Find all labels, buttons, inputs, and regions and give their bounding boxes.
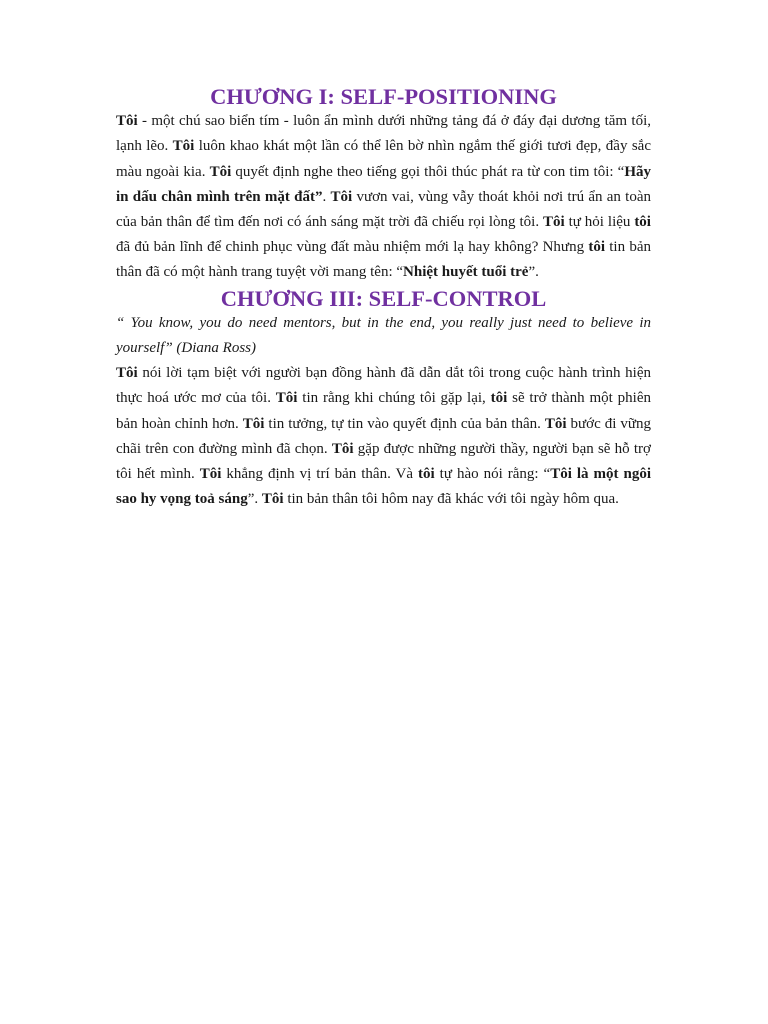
bold-text: Tôi [209,163,232,180]
text-run: khẳng định vị trí bản thân. Và [221,466,419,483]
bold-text: Tôi [199,466,222,483]
bold-text: tôi [418,466,435,483]
chapter-3-quote: “ You know, you do need mentors, but in the end, you really just need to believe in yourself” (Diana Ross) [116,314,651,357]
bold-text: Tôi là một ngôi sao hy vọng toả sáng [116,466,652,508]
text-run: bước đi vững chãi trên con đường mình đã chọn. [116,415,651,457]
bold-text: Tôi [544,415,567,432]
text-run: tin tưởng, tự tin vào quyết định của bản thân. [264,415,545,432]
chapter-3-paragraph [116,361,651,512]
text-run: đã đủ bản lĩnh để chinh phục vùng đất màu nhiệm mới lạ hay không? Nhưng [116,239,589,256]
bold-text: Tôi [172,138,195,155]
text-run: tự hào nói rằng: “ [434,466,551,483]
bold-text: Tôi [542,214,565,231]
bold-text: tôi [588,239,605,256]
text-run: gặp được những người thầy, người bạn sẽ hỗ trợ tôi hết mình. [116,440,651,483]
text-run: tin rằng khi chúng tôi gặp lại, [297,390,491,407]
chapter-3-heading: CHƯƠNG III: SELF-CONTROL [220,285,547,311]
bold-text: Nhiệt huyết tuổi trẻ [403,264,529,281]
text-run: vươn vai, vùng vẫy thoát khỏi nơi trú ẩn an toàn của bản thân để tìm đến nơi có ánh sáng mặt trời đã chiếu rọi lòng tôi. [116,188,652,231]
text-run: . [322,188,331,205]
text-run: sẽ trở thành một phiên bản hoàn chỉnh hơn. [116,390,651,432]
bold-text: Tôi [261,491,284,508]
text-run: quyết định nghe theo tiếng gọi thôi thúc phát ra từ con tim tôi: “ [231,163,625,180]
bold-text: Tôi [242,415,265,432]
text-run: ”. [247,491,262,508]
bold-text: tôi [490,390,508,407]
chapter-1-heading: CHƯƠNG I: SELF-POSITIONING [210,84,557,109]
bold-text: Tôi [116,365,138,382]
bold-text: Tôi [331,440,354,457]
text-run: tự hỏi liệu [564,214,635,231]
text-run: ”. [528,264,539,281]
bold-text: Tôi [275,390,298,407]
chapter-1-paragraph [116,109,651,285]
text-run: - một chú sao biển tím - luôn ẩn mình dưới những tảng đá ở đáy đại dương tăm tối, lạnh lẽo. [116,113,651,155]
bold-text: Tôi [116,113,138,130]
text-run: luôn khao khát một lần có thể lên bờ nhìn ngắm thế giới tươi đẹp, đầy sắc màu ngoài kia. [116,138,651,180]
text-run: nói lời tạm biệt với người bạn đồng hành đã dẫn dắt tôi trong cuộc hành trình hiện thực hoá ước mơ của tôi. [116,365,651,407]
text-run: tin bản thân đã có một hành trang tuyệt vời mang tên: “ [116,239,651,281]
bold-text: Tôi [330,188,353,205]
text-run: tin bản thân tôi hôm nay đã khác với tôi ngày hôm qua. [283,491,619,508]
bold-text: tôi [634,214,651,231]
bold-text: Hãy in dấu chân mình trên mặt đất” [116,163,651,205]
document-page [116,84,651,512]
